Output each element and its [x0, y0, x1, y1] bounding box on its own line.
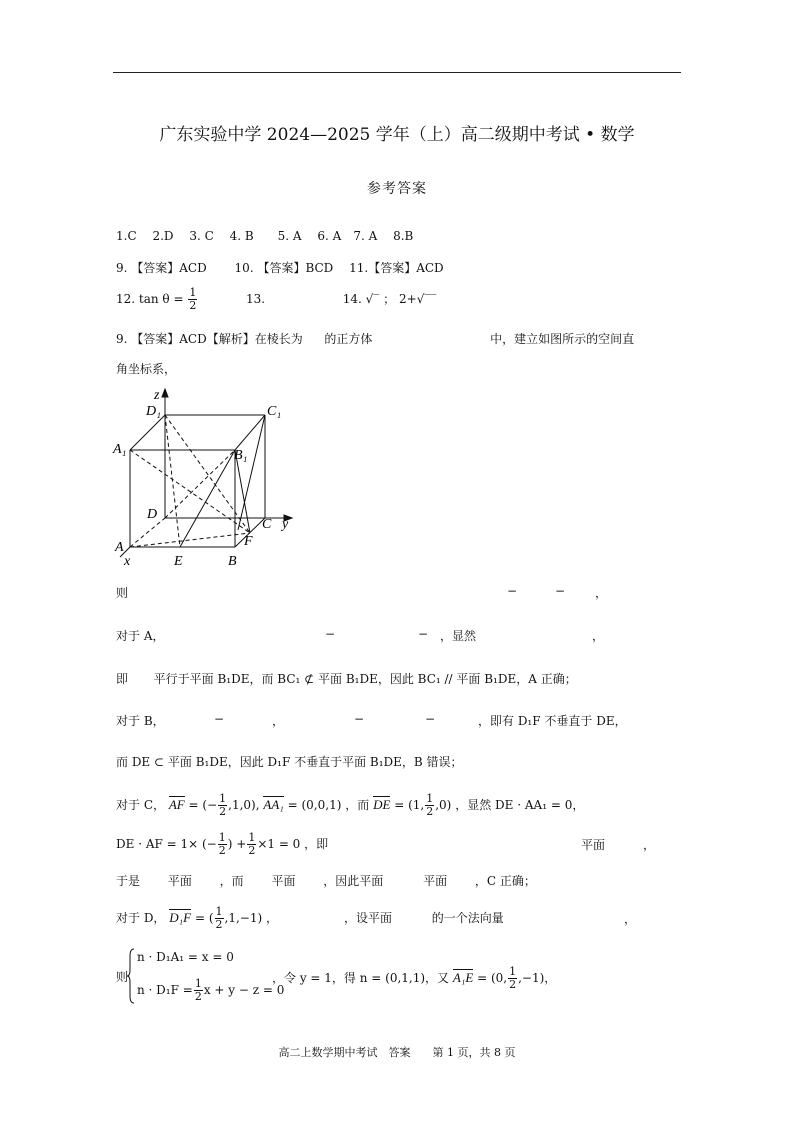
c-while: ，而: [345, 798, 370, 812]
system-eq1: n · D₁A₁ = x = 0: [137, 950, 234, 964]
label-x: x: [124, 554, 131, 569]
cube-figure: [110, 385, 300, 570]
q14-answer-a: √‾: [365, 292, 380, 306]
label-D: D: [147, 507, 158, 522]
dash: −: [214, 712, 225, 726]
label-y: y: [282, 517, 289, 532]
option-b-label: 对于 B，: [116, 714, 165, 728]
c-label: 对于 C，: [116, 798, 165, 812]
eq2-a: n · D₁F =: [137, 983, 193, 997]
a1e-val-b: ,−1)，: [518, 971, 557, 985]
half-fraction: $\frac{1}{2}$: [509, 965, 517, 991]
half-fraction: $\frac{1}{2}$: [426, 792, 434, 818]
label-B: B: [228, 554, 237, 569]
page-subtitle: 参考答案: [367, 181, 427, 197]
de-val-a: = (1,: [394, 798, 425, 812]
option-b-text: ，即有 D₁F 不垂直于 DE，: [478, 714, 627, 728]
system-eq2: [137, 978, 284, 1003]
fill-answers: [116, 287, 436, 312]
vec-d1f: D₁F: [169, 910, 192, 925]
vec-af: AF: [168, 797, 185, 812]
half-fraction: $\frac{1}{2}$: [248, 831, 256, 857]
half-fraction: $\frac{1}{2}$: [218, 831, 226, 857]
eq2-b: x + y − z = 0: [203, 983, 285, 997]
q14-label: 14.: [342, 292, 362, 306]
dash: −: [425, 712, 436, 726]
label-B1: B₁: [234, 448, 248, 463]
label-z: z: [154, 388, 160, 403]
solution-intro: [116, 330, 634, 347]
multi-answers: 9. 【答案】ACD 10. 【答案】BCD 11.【答案】ACD: [116, 261, 444, 275]
system-then: 则: [116, 970, 129, 984]
a1e-val-a: = (0,: [477, 971, 508, 985]
aa1-val: = (0,0,1): [287, 798, 342, 812]
d-val-a: = (: [194, 911, 214, 925]
intro-part-c: 中，建立如图所示的空间直: [490, 332, 635, 346]
label-A1: A₁: [113, 442, 127, 457]
solution-intro-cont: 角坐标系，: [116, 362, 177, 376]
dash: −: [507, 584, 518, 598]
vec-aa1: AA₁: [263, 797, 284, 812]
option-c-conclusion: 于是 平面 ，而 平面 ，因此平面 平面 ，C 正确；: [116, 874, 536, 888]
vec-de: DE: [373, 797, 391, 812]
c2-expr-b: ) +: [227, 837, 247, 851]
label-C: C: [262, 517, 272, 532]
half-fraction: $\frac{1}{2}$: [219, 792, 227, 818]
comma: ，: [624, 912, 637, 926]
q12-fraction: $\frac{1}{2}$: [189, 286, 197, 312]
af-val-b: ,1,0),: [228, 798, 260, 812]
c-obviously: ，显然: [455, 798, 492, 812]
half-fraction: $\frac{1}{2}$: [194, 977, 202, 1003]
label-E: E: [174, 554, 183, 569]
option-a-text: ，显然: [440, 629, 477, 643]
label-C1: C₁: [267, 404, 282, 419]
comma: ，: [643, 838, 656, 852]
z-arrow: [162, 389, 168, 397]
c2-then: ，即: [304, 837, 329, 851]
c2-expr-a: DE · AF = 1× (−: [116, 837, 217, 851]
option-d-line: [116, 906, 504, 931]
c-dot-product: DE · AA₁ = 0，: [495, 798, 585, 812]
label-F: F: [244, 534, 253, 549]
c2-expr-c: ×1 = 0: [257, 837, 301, 851]
option-b-conclusion: 而 DE ⊂ 平面 B₁DE，因此 D₁F 不垂直于平面 B₁DE，B 错误；: [116, 755, 463, 769]
option-a-conclusion: [116, 670, 577, 687]
label-D1: D₁: [146, 404, 161, 419]
mc-answers: 1.C 2.D 3. C 4. B 5. A 6. A 7. A 8.B: [116, 229, 414, 243]
sys-after: ，令 y = 1，得 n = (0,1,1)，又: [272, 971, 450, 985]
q14-answer-b: 2+√‾‾: [399, 292, 437, 306]
dash: −: [354, 712, 365, 726]
header-rule: [113, 72, 681, 73]
q14-separator: ；: [383, 292, 396, 306]
label-A: A: [115, 540, 124, 555]
af-val-a: = (−: [188, 798, 218, 812]
option-c-line: [116, 793, 584, 818]
intro-part-b: 的正方体: [324, 332, 373, 346]
half-fraction: $\frac{1}{2}$: [215, 905, 223, 931]
de-val-b: ,0): [435, 798, 452, 812]
option-c-line2: [116, 832, 328, 857]
page-title: 广东实验中学 2024—2025 学年（上）高二级期中考试 • 数学: [159, 125, 635, 145]
d-label: 对于 D，: [116, 911, 166, 925]
d-text: ， ，设平面 的一个法向量: [265, 911, 504, 925]
coords-line: 则: [116, 586, 129, 600]
comma: ，: [595, 586, 608, 600]
option-a-label: 对于 A，: [116, 629, 165, 643]
intro-part-a: 9. 【答案】ACD【解析】在棱长为: [116, 332, 303, 346]
c2-plane: 平面: [581, 838, 606, 852]
dash: −: [418, 627, 429, 641]
vec-a1e: A₁E: [452, 970, 474, 985]
d-val-b: ,1,−1): [224, 911, 263, 925]
dash: −: [555, 584, 566, 598]
a2-part-b: 平行于平面 B₁DE，而 BC₁ ⊄ 平面 B₁DE，因此 BC₁ // 平面 B₁DE，A 正确；: [153, 672, 577, 686]
system-after: [272, 966, 556, 991]
brace-icon: [127, 948, 135, 1004]
comma: ，: [592, 629, 605, 643]
q13-label: 13.: [246, 292, 266, 306]
a2-part-a: 即: [116, 672, 129, 686]
comma: ，: [272, 714, 285, 728]
dash: −: [325, 627, 336, 641]
page-footer: 高二上数学期中考试 答案 第 1 页，共 8 页: [278, 1046, 516, 1059]
q12-prefix: 12. tan θ =: [116, 292, 184, 306]
